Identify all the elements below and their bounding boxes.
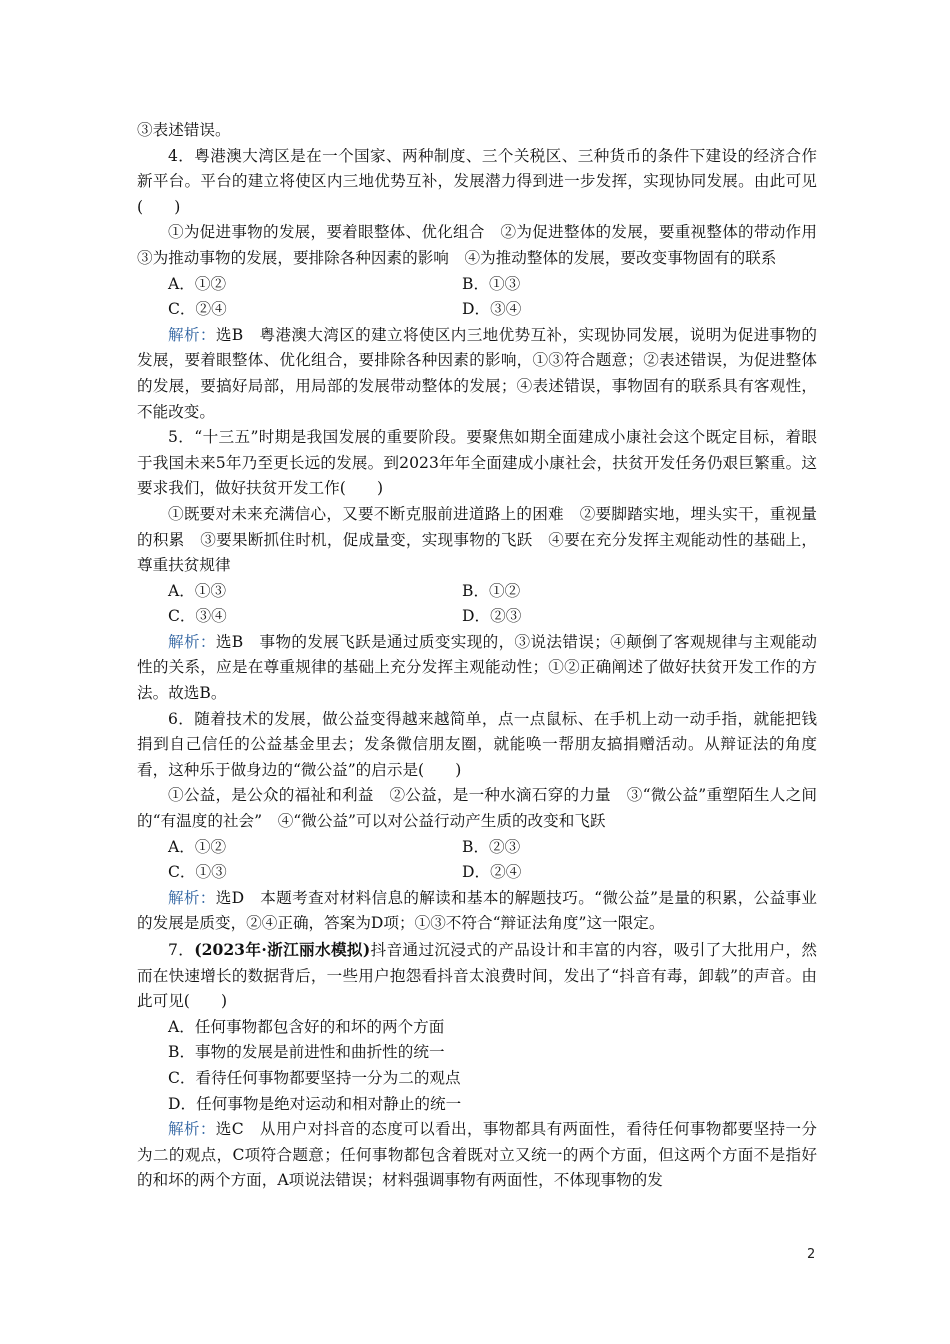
q5-option-c: C．③④ (168, 607, 227, 626)
q7-analysis (137, 1117, 817, 1194)
q6-analysis (137, 886, 817, 937)
q5-stem: 5．“十三五”时期是我国发展的重要阶段。要聚焦如期全面建成小康社会这个既定目标，着眼于我国未来5年乃至更长远的发展。到2023年年全面建成小康社会，扶贫开发任务仍艰巨繁重。这要求我们，做好扶贫开发工作( ) (137, 428, 817, 498)
q4-analysis-text: 选B 粤港澳大湾区的建立将使区内三地优势互补，实现协同发展，说明为促进事物的发展，要着眼整体、优化组合，要排除各种因素的影响，①③符合题意；②表述错误，为促进整体的发展，要搞好局部，用局部的发展带动整体的发展；④表述错误，事物固有的联系具有客观性，不能改变。 (137, 325, 817, 421)
document-body (137, 118, 833, 1194)
q5-option-d: D．②③ (462, 607, 522, 626)
q6-option-b: B．②③ (462, 837, 521, 856)
q4-option-d: D．③④ (462, 300, 522, 319)
q7-option-d: D．任何事物是绝对运动和相对静止的统一 (168, 1094, 462, 1113)
q7-source: (2023年·浙江丽水模拟) (194, 940, 371, 959)
q6-stem: 6．随着技术的发展，做公益变得越来越简单，点一点鼠标、在手机上动一动手指，就能把钱捐到自己信任的公益基金里去；发条微信朋友圈，就能唤一帮朋友搞捐赠活动。从辩证法的角度看，这种乐于做身边的“微公益”的启示是( ) (137, 709, 817, 779)
q4-stem: 4．粤港澳大湾区是在一个国家、两种制度、三个关税区、三种货币的条件下建设的经济合作新平台。平台的建立将使区内三地优势互补，发展潜力得到进一步发挥，实现协同发展。由此可见( ) (137, 146, 817, 216)
q6-option-d: D．②④ (462, 863, 522, 882)
analysis-label: 解析： (168, 325, 216, 344)
q4-options-row2 (137, 297, 817, 323)
q4-analysis (137, 323, 817, 425)
q5-analysis (137, 630, 817, 707)
q4-option-c: C．②④ (168, 300, 227, 319)
page-number: 2 (807, 1247, 816, 1262)
q5-options-row2 (137, 604, 817, 630)
analysis-label: 解析： (168, 888, 216, 907)
q5-options-row1 (137, 579, 817, 605)
q4-options-row1 (137, 272, 817, 298)
q6-statements: ①公益，是公众的福祉和利益 ②公益，是一种水滴石穿的力量 ③“微公益”重塑陌生人之间的“有温度的社会” ④“微公益”可以对公益行动产生质的改变和飞跃 (137, 786, 817, 831)
q7-option-b: B．事物的发展是前进性和曲折性的统一 (168, 1043, 445, 1062)
q7-option-a: A．任何事物都包含好的和坏的两个方面 (168, 1017, 445, 1036)
q6-option-a: A．①② (168, 837, 227, 856)
analysis-label: 解析： (168, 1120, 216, 1139)
q6-analysis-text: 选D 本题考查对材料信息的解读和基本的解题技巧。“微公益”是量的积累，公益事业的发展是质变，②④正确，答案为D项；①③不符合“辩证法角度”这一限定。 (137, 888, 817, 933)
q6-options-row1 (137, 835, 817, 861)
prev-analysis-tail: ③表述错误。 (137, 121, 231, 139)
q4-option-b: B．①③ (462, 274, 521, 293)
q7-stem-text: 抖音通过沉浸式的产品设计和丰富的内容，吸引了大批用户，然而在快速增长的数据背后，一些用户抱怨看抖音太浪费时间，发出了“抖音有毒，卸载”的声音。由此可见( ) (137, 941, 817, 1011)
q5-analysis-text: 选B 事物的发展飞跃是通过质变实现的，③说法错误；④颠倒了客观规律与主观能动性的关系，应是在尊重规律的基础上充分发挥主观能动性；①②正确阐述了做好扶贫开发工作的方法。故选B。 (137, 632, 817, 703)
q5-option-a: A．①③ (168, 581, 227, 600)
q6-option-c: C．①③ (168, 863, 227, 882)
q7-stem (137, 937, 817, 1015)
q5-option-b: B．①② (462, 581, 521, 600)
q7-option-c: C．看待任何事物都要坚持一分为二的观点 (168, 1068, 461, 1087)
q4-statements: ①为促进事物的发展，要着眼整体、优化组合 ②为促进整体的发展，要重视整体的带动作用 ③为推动事物的发展，要排除各种因素的影响 ④为推动整体的发展，要改变事物固有的联系 (137, 223, 833, 267)
q6-options-row2 (137, 860, 817, 886)
q5-statements: ①既要对未来充满信心，又要不断克服前进道路上的困难 ②要脚踏实地，埋头实干，重视量的积累 ③要果断抓住时机，促成量变，实现事物的飞跃 ④要在充分发挥主观能动性的基础上，尊重扶贫规律 (137, 504, 817, 575)
q4-option-a: A．①② (168, 274, 227, 293)
analysis-label: 解析： (168, 632, 216, 651)
q7-analysis-text: 选C 从用户对抖音的态度可以看出，事物都具有两面性，看待任何事物都要坚持一分为二的观点，C项符合题意；任何事物都包含着既对立又统一的两个方面，但这两个方面不是指好的和坏的两个方面，A项说法错误；材料强调事物有两面性，不体现事物的发 (137, 1120, 817, 1190)
q7-number: 7． (168, 941, 195, 959)
